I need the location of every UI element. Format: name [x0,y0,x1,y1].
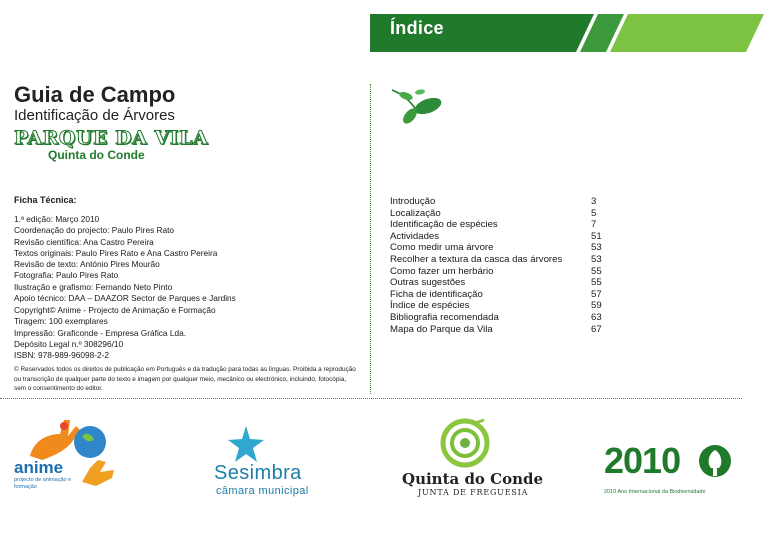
toc-page: 51 [591,230,602,242]
anime-logo-tagline: projecto de animação e formação [14,477,72,490]
copyright-line: Tiragem: 100 exemplares [14,316,108,327]
park-location: Quinta do Conde [48,148,145,162]
credit-line: Textos originais: Paulo Pires Rato e Ana Castro Pereira [14,247,218,258]
credit-line: Revisão científica: Ana Castro Pereira [14,236,154,247]
anime-logo-text: anime [14,458,64,477]
credit-line: Ilustração e grafismo: Fernando Neto Pinto [14,281,173,292]
toc-entry[interactable] [390,254,605,266]
toc-label: Actividades [390,230,440,242]
toc-entry[interactable] [390,289,605,301]
credit-line: Fotografia: Paulo Pires Rato [14,270,119,281]
toc-label: Recolher a textura da casca das árvores [390,253,563,265]
toc-label: Introdução [390,196,436,207]
toc-label: Como medir uma árvore [390,242,494,254]
toc-entry[interactable] [390,324,605,336]
toc-label: Identificação de espécies [390,219,498,231]
credit-line: 1.ª edição: Março 2010 [14,214,100,224]
toc-label: Mapa do Parque da Vila [390,323,493,335]
copyright-line: Copyright© Anime - Projecto de Animação e Formação [14,305,216,315]
page-title: Índice [390,18,444,38]
credit-line: Apoio técnico: DAA – DAAZOR Sector de Parques e Jardins [14,293,236,304]
starfish-icon [226,424,266,464]
toc-entry[interactable] [390,231,605,243]
toc-label: Como fazer um herbário [390,265,494,277]
copyright-line: Impressão: Graficonde - Empresa Gráfica Lda. [14,327,187,338]
tree-icon [698,444,732,484]
copyright-block [14,305,216,361]
toc-entry[interactable] [390,208,605,220]
credit-line: Coordenação do projecto: Paulo Pires Rato [14,225,175,236]
toc-page: 53 [591,253,602,265]
toc-page: 59 [591,300,602,312]
toc-entry[interactable] [390,300,605,312]
toc-entry[interactable] [390,266,605,278]
toc-label: Índice de espécies [390,300,470,312]
toc-entry[interactable] [390,219,605,231]
biodiversity-year-logo: 2010 [604,440,681,481]
toc-label: Ficha de identificação [390,288,483,300]
toc-label: Bibliografia recomendada [390,311,499,323]
copyright-line: ISBN: 978-989-96098-2-2 [14,350,110,361]
quinta-logo-tagline: JUNTA DE FREGUESIA [418,488,529,497]
horizontal-divider [0,398,742,399]
swirl-icon [438,418,492,468]
sesimbra-logo-tagline: câmara municipal [216,485,309,497]
toc-page: 3 [591,196,597,207]
park-name-logo: PARQUE DA VILA [14,127,209,149]
toc-page: 57 [591,288,602,300]
toc-entry[interactable] [390,196,605,208]
toc-page: 53 [591,242,602,254]
toc-page: 55 [591,277,602,289]
toc-page: 67 [591,323,602,335]
rights-notice: © Reservados todos os direitos de publicação em Português e da tradução para todas as línguas. Proibida a reprodução ou transcrição de qualquer parte do texto e imagem por qualquer meio, mecânico ou electrónico, incluindo, fotocópia, sem o consentimento do editor. [14,366,356,392]
credits-heading: Ficha Técnica: [14,195,77,205]
guide-subtitle: Identificação de Árvores [14,107,175,124]
credits-list [14,214,236,304]
toc-page: 63 [591,311,602,323]
toc-page: 7 [591,219,597,231]
toc-entry[interactable] [390,242,605,254]
guide-title: Guia de Campo [14,82,176,107]
quinta-logo-text: Quinta do Conde [402,470,544,488]
toc-page: 5 [591,207,597,219]
biodiversity-logo-tagline: 2010 Ano Internacional da Biodiversidade [604,489,706,495]
copyright-line: Depósito Legal n.º 308296/10 [14,338,124,349]
table-of-contents [390,196,605,335]
toc-page: 55 [591,265,602,277]
toc-label: Localização [390,207,441,219]
credit-line: Revisão de texto: António Pires Mourão [14,259,160,270]
vertical-divider [370,84,371,394]
toc-label: Outras sugestões [390,277,466,289]
toc-entry[interactable] [390,312,605,324]
leaf-icon [390,86,444,126]
toc-entry[interactable] [390,277,605,289]
sesimbra-logo-text: Sesimbra [214,462,302,484]
